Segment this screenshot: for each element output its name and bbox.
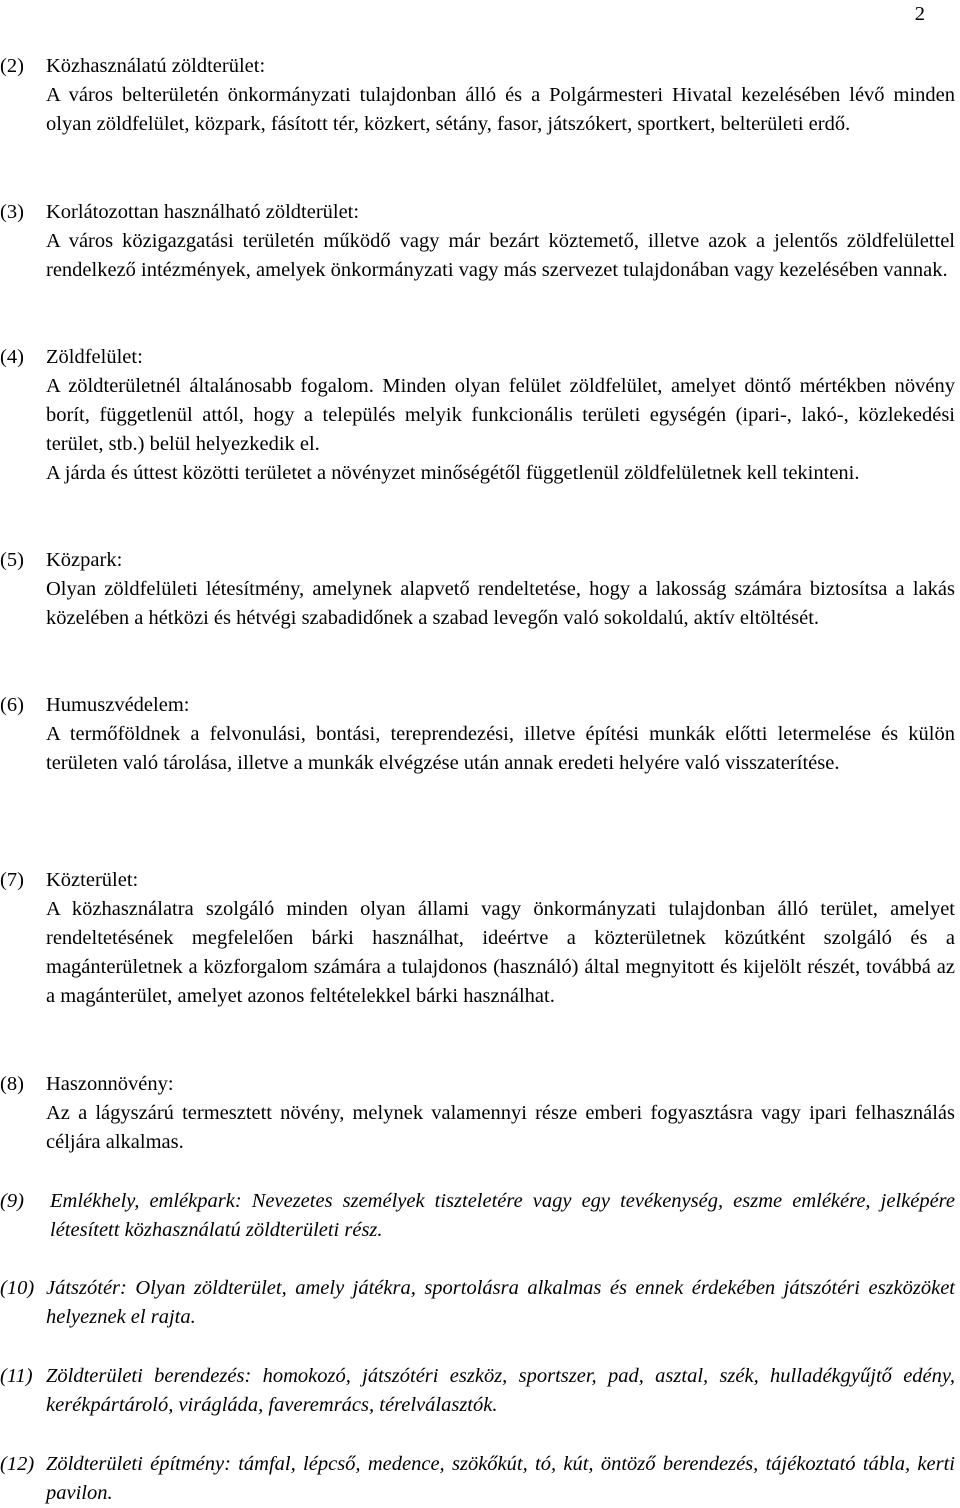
page-number: 2 [914, 3, 925, 25]
definition-term: Közpark: [46, 549, 123, 571]
definition-number: (4) [0, 346, 24, 368]
definition-paragraph: A járda és úttest közötti területet a növényzet minőségétől függetlenül zöldfelületnek kell tekinteni. [46, 462, 860, 484]
definition-paragraph: Zöldterületi berendezés: homokozó, játszótéri eszköz, sportszer, pad, asztal, szék, hulladékgyűjtő edény, kerékpártároló, virágláda, faveremrács, térelválasztók. [46, 1365, 955, 1416]
definition-paragraph: A város közigazgatási területén működő vagy már bezárt köztemető, illetve azok a jelentős zöldfelülettel rendelkező intézmények, amelyek önkormányzati vagy más szervezet tulajdonában vagy kezelésében vannak. [46, 230, 955, 281]
definition-body [46, 1450, 955, 1508]
definition-term: Haszonnövény: [46, 1073, 174, 1095]
definition-paragraph: Az a lágyszárú termesztett növény, melynek valamennyi része emberi fogyasztásra vagy ipari felhasználás céljára alkalmas. [46, 1102, 955, 1153]
definition-number: (12) [0, 1453, 35, 1475]
definition-number: (3) [0, 201, 24, 223]
definition-body [46, 372, 955, 488]
definition-body [46, 895, 955, 1011]
definition-number: (8) [0, 1073, 24, 1095]
definition-number: (11) [0, 1365, 33, 1387]
definition-body [46, 575, 955, 633]
definition-paragraph: Zöldterületi építmény: támfal, lépcső, medence, szökőkút, tó, kút, öntöző berendezés, tájékoztató tábla, kerti pavilon. [46, 1453, 955, 1504]
definition-body [46, 1362, 955, 1420]
definition-number: (7) [0, 869, 24, 891]
definition-paragraph: Emlékhely, emlékpark: Nevezetes személyek tiszteletére vagy egy tevékenység, eszme emlékére, jelképére létesített közhasználatú zöldterületi rész. [50, 1190, 955, 1241]
definition-paragraph: Játszótér: Olyan zöldterület, amely játékra, sportolásra alkalmas és ennek érdekében játszótéri eszközöket helyeznek el rajta. [46, 1277, 955, 1328]
definition-body [50, 1187, 955, 1245]
definition-body [46, 1274, 955, 1332]
definition-term: Zöldfelület: [46, 346, 143, 368]
definition-body [46, 227, 955, 285]
definition-number: (2) [0, 55, 24, 77]
definition-number: (5) [0, 549, 24, 571]
definition-number: (10) [0, 1277, 35, 1299]
definition-term: Korlátozottan használható zöldterület: [46, 201, 360, 223]
definition-paragraph: A zöldterületnél általánosabb fogalom. Minden olyan felület zöldfelület, amelyet döntő mértékben növény borít, függetlenül attól, hogy a település melyik funkcionális területi egységén (ipari-, lakó-, közlekedési terület, stb.) belül helyezkedik el. [46, 375, 955, 455]
definition-number: (6) [0, 694, 24, 716]
definition-paragraph: A termőföldnek a felvonulási, bontási, tereprendezési, illetve építési munkák előtti letermelése és külön területen való tárolása, illetve a munkák elvégzése után annak eredeti helyére való visszaterítése. [46, 723, 955, 774]
definition-term: Humuszvédelem: [46, 694, 190, 716]
definition-body [46, 81, 955, 139]
definition-paragraph: Olyan zöldfelületi létesítmény, amelynek alapvető rendeltetése, hogy a lakosság számára biztosítsa a lakás közelében a hétközi és hétvégi szabadidőnek a szabad levegőn való sokoldalú, aktív eltöltését. [46, 578, 955, 629]
definition-paragraph: A közhasználatra szolgáló minden olyan állami vagy önkormányzati tulajdonban álló terület, amelyet rendeltetésének megfelelően bárki használhat, ideértve a közterületnek közútként szolgáló és a magánterületnek a közforgalom számára a tulajdonos (használó) által megnyitott és kijelölt részét, továbbá az a magánterület, amelyet azonos feltételekkel bárki használhat. [46, 898, 955, 1007]
definition-number: (9) [0, 1190, 24, 1212]
definition-term: Közterület: [46, 869, 139, 891]
definition-term: Közhasználatú zöldterület: [46, 55, 266, 77]
definition-body [46, 1099, 955, 1157]
definition-body [46, 720, 955, 778]
definition-paragraph: A város belterületén önkormányzati tulajdonban álló és a Polgármesteri Hivatal kezelésében lévő minden olyan zöldfelület, közpark, fásított tér, közkert, sétány, fasor, játszókert, sportkert, belterületi erdő. [46, 84, 955, 135]
